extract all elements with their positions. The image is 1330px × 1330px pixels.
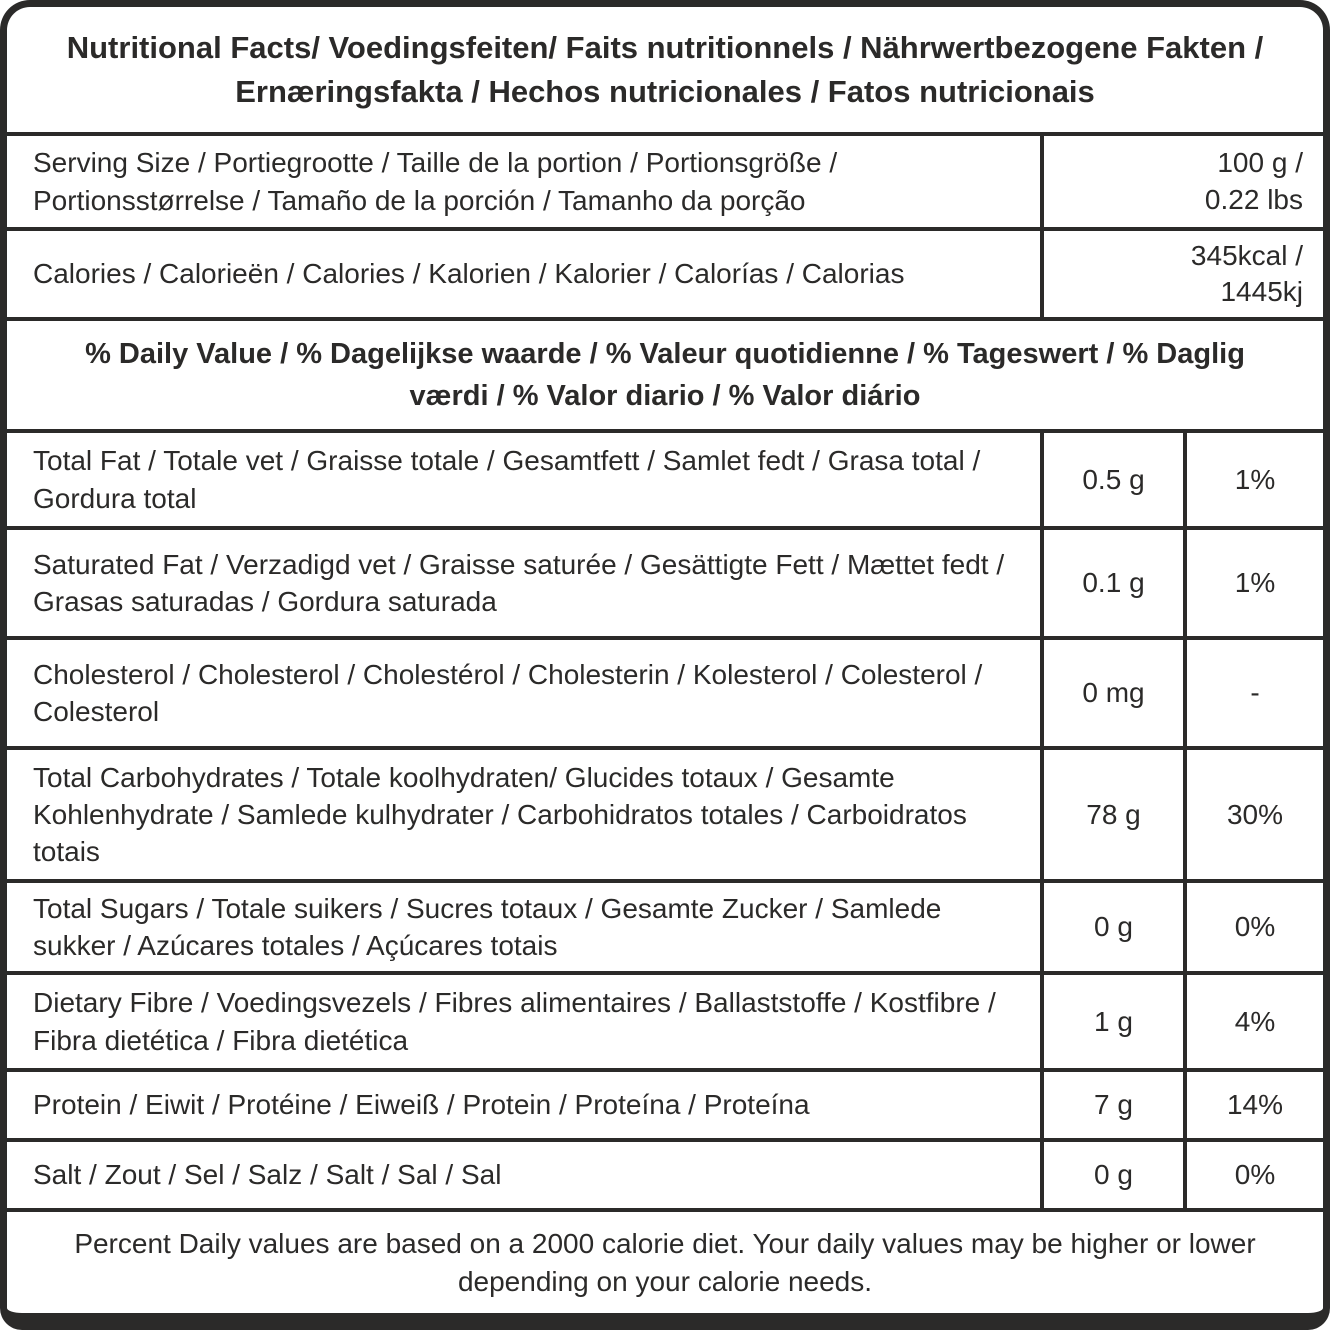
nutrient-daily-value: 4% bbox=[1234, 1005, 1276, 1037]
daily-value-header-row bbox=[7, 317, 1323, 429]
nutrient-daily-value: 0% bbox=[1234, 1159, 1276, 1190]
nutrient-label: Cholesterol / Cholesterol / Cholestérol / Cholesterin / Kolesterol / Colesterol / Colesterol bbox=[7, 640, 1044, 746]
nutrient-daily-value: 1% bbox=[1234, 463, 1276, 495]
calories-value bbox=[1044, 231, 1323, 317]
nutrient-row-total-carbohydrates bbox=[7, 746, 1323, 879]
nutrient-label: Salt / Zout / Sel / Salz / Salt / Sal / Sal bbox=[7, 1142, 1044, 1208]
nutrient-amount: 0 g bbox=[1044, 1142, 1187, 1208]
nutrient-row-cholesterol bbox=[7, 636, 1323, 746]
nutrient-daily-value: 0% bbox=[1234, 911, 1276, 942]
nutrient-amount: 7 g bbox=[1044, 1072, 1187, 1138]
nutrient-daily-value: 1% bbox=[1234, 567, 1276, 598]
label-title-row bbox=[7, 7, 1323, 132]
serving-size-label: Serving Size / Portiegrootte / Taille de la portion / Portionsgröße / Portionsstørrelse / Tamaño de la porción / Tamanho da porção bbox=[7, 136, 1044, 227]
nutrient-row-protein bbox=[7, 1068, 1323, 1138]
nutrient-row-saturated-fat bbox=[7, 526, 1323, 636]
serving-size-row bbox=[7, 132, 1323, 227]
nutrient-amount: 0 mg bbox=[1044, 640, 1187, 746]
label-title: Nutritional Facts/ Voedingsfeiten/ Faits nutritionnels / Nährwertbezogene Fakten / Ernæringsfakta / Hechos nutricionales / Fatos nutricionais bbox=[66, 30, 1264, 109]
nutrient-amount: 78 g bbox=[1044, 750, 1187, 879]
nutrient-amount: 0.5 g bbox=[1044, 433, 1187, 526]
nutrient-amount: 0 g bbox=[1044, 883, 1187, 971]
nutrient-label: Total Carbohydrates / Totale koolhydraten/ Glucides totaux / Gesamte Kohlenhydrate / Samlede kulhydrater / Carbohidratos totales / Carboidratos totais bbox=[7, 750, 1044, 879]
calories-label: Calories / Calorieën / Calories / Kalorien / Kalorier / Calorías / Calorias bbox=[7, 231, 1044, 317]
nutrient-label: Saturated Fat / Verzadigd vet / Graisse saturée / Gesättigte Fett / Mættet fedt / Grasas saturadas / Gordura saturada bbox=[7, 530, 1044, 636]
nutrient-daily-value: 30% bbox=[1226, 798, 1284, 830]
serving-size-value-line2: 0.22 lbs bbox=[1204, 183, 1303, 215]
calories-value-line2: 1445kj bbox=[1220, 276, 1303, 307]
nutrient-label: Total Fat / Totale vet / Graisse totale / Gesamtfett / Samlet fedt / Grasa total / Gordura total bbox=[7, 433, 1044, 526]
footer-disclaimer: Percent Daily values are based on a 2000 calorie diet. Your daily values may be higher or lower depending on your calorie needs. bbox=[74, 1227, 1256, 1297]
nutrient-row-total-fat bbox=[7, 429, 1323, 526]
serving-size-value-line1: 100 g / bbox=[1217, 147, 1303, 179]
nutrient-daily-value: - bbox=[1250, 677, 1260, 708]
nutrient-amount: 0.1 g bbox=[1044, 530, 1187, 636]
calories-row bbox=[7, 227, 1323, 317]
nutrient-row-salt bbox=[7, 1138, 1323, 1208]
nutrient-label: Protein / Eiwit / Protéine / Eiweiß / Protein / Proteína / Proteína bbox=[7, 1072, 1044, 1138]
nutrient-label: Total Sugars / Totale suikers / Sucres totaux / Gesamte Zucker / Samlede sukker / Azúcares totales / Açúcares totais bbox=[7, 883, 1044, 971]
calories-value-line1: 345kcal / bbox=[1190, 239, 1303, 271]
nutrient-amount: 1 g bbox=[1044, 975, 1187, 1068]
daily-value-header: % Daily Value / % Dagelijkse waarde / % Valeur quotidienne / % Tageswert / % Daglig værdi / % Valor diario / % Valor diário bbox=[85, 337, 1245, 412]
footer-disclaimer-row bbox=[7, 1208, 1323, 1313]
nutrient-row-total-sugars bbox=[7, 879, 1323, 971]
nutrient-label: Dietary Fibre / Voedingsvezels / Fibres alimentaires / Ballaststoffe / Kostfibre / Fibra dietética / Fibra dietética bbox=[7, 975, 1044, 1068]
serving-size-value bbox=[1044, 136, 1323, 227]
nutrient-row-dietary-fibre bbox=[7, 971, 1323, 1068]
nutrient-daily-value: 14% bbox=[1226, 1089, 1284, 1120]
